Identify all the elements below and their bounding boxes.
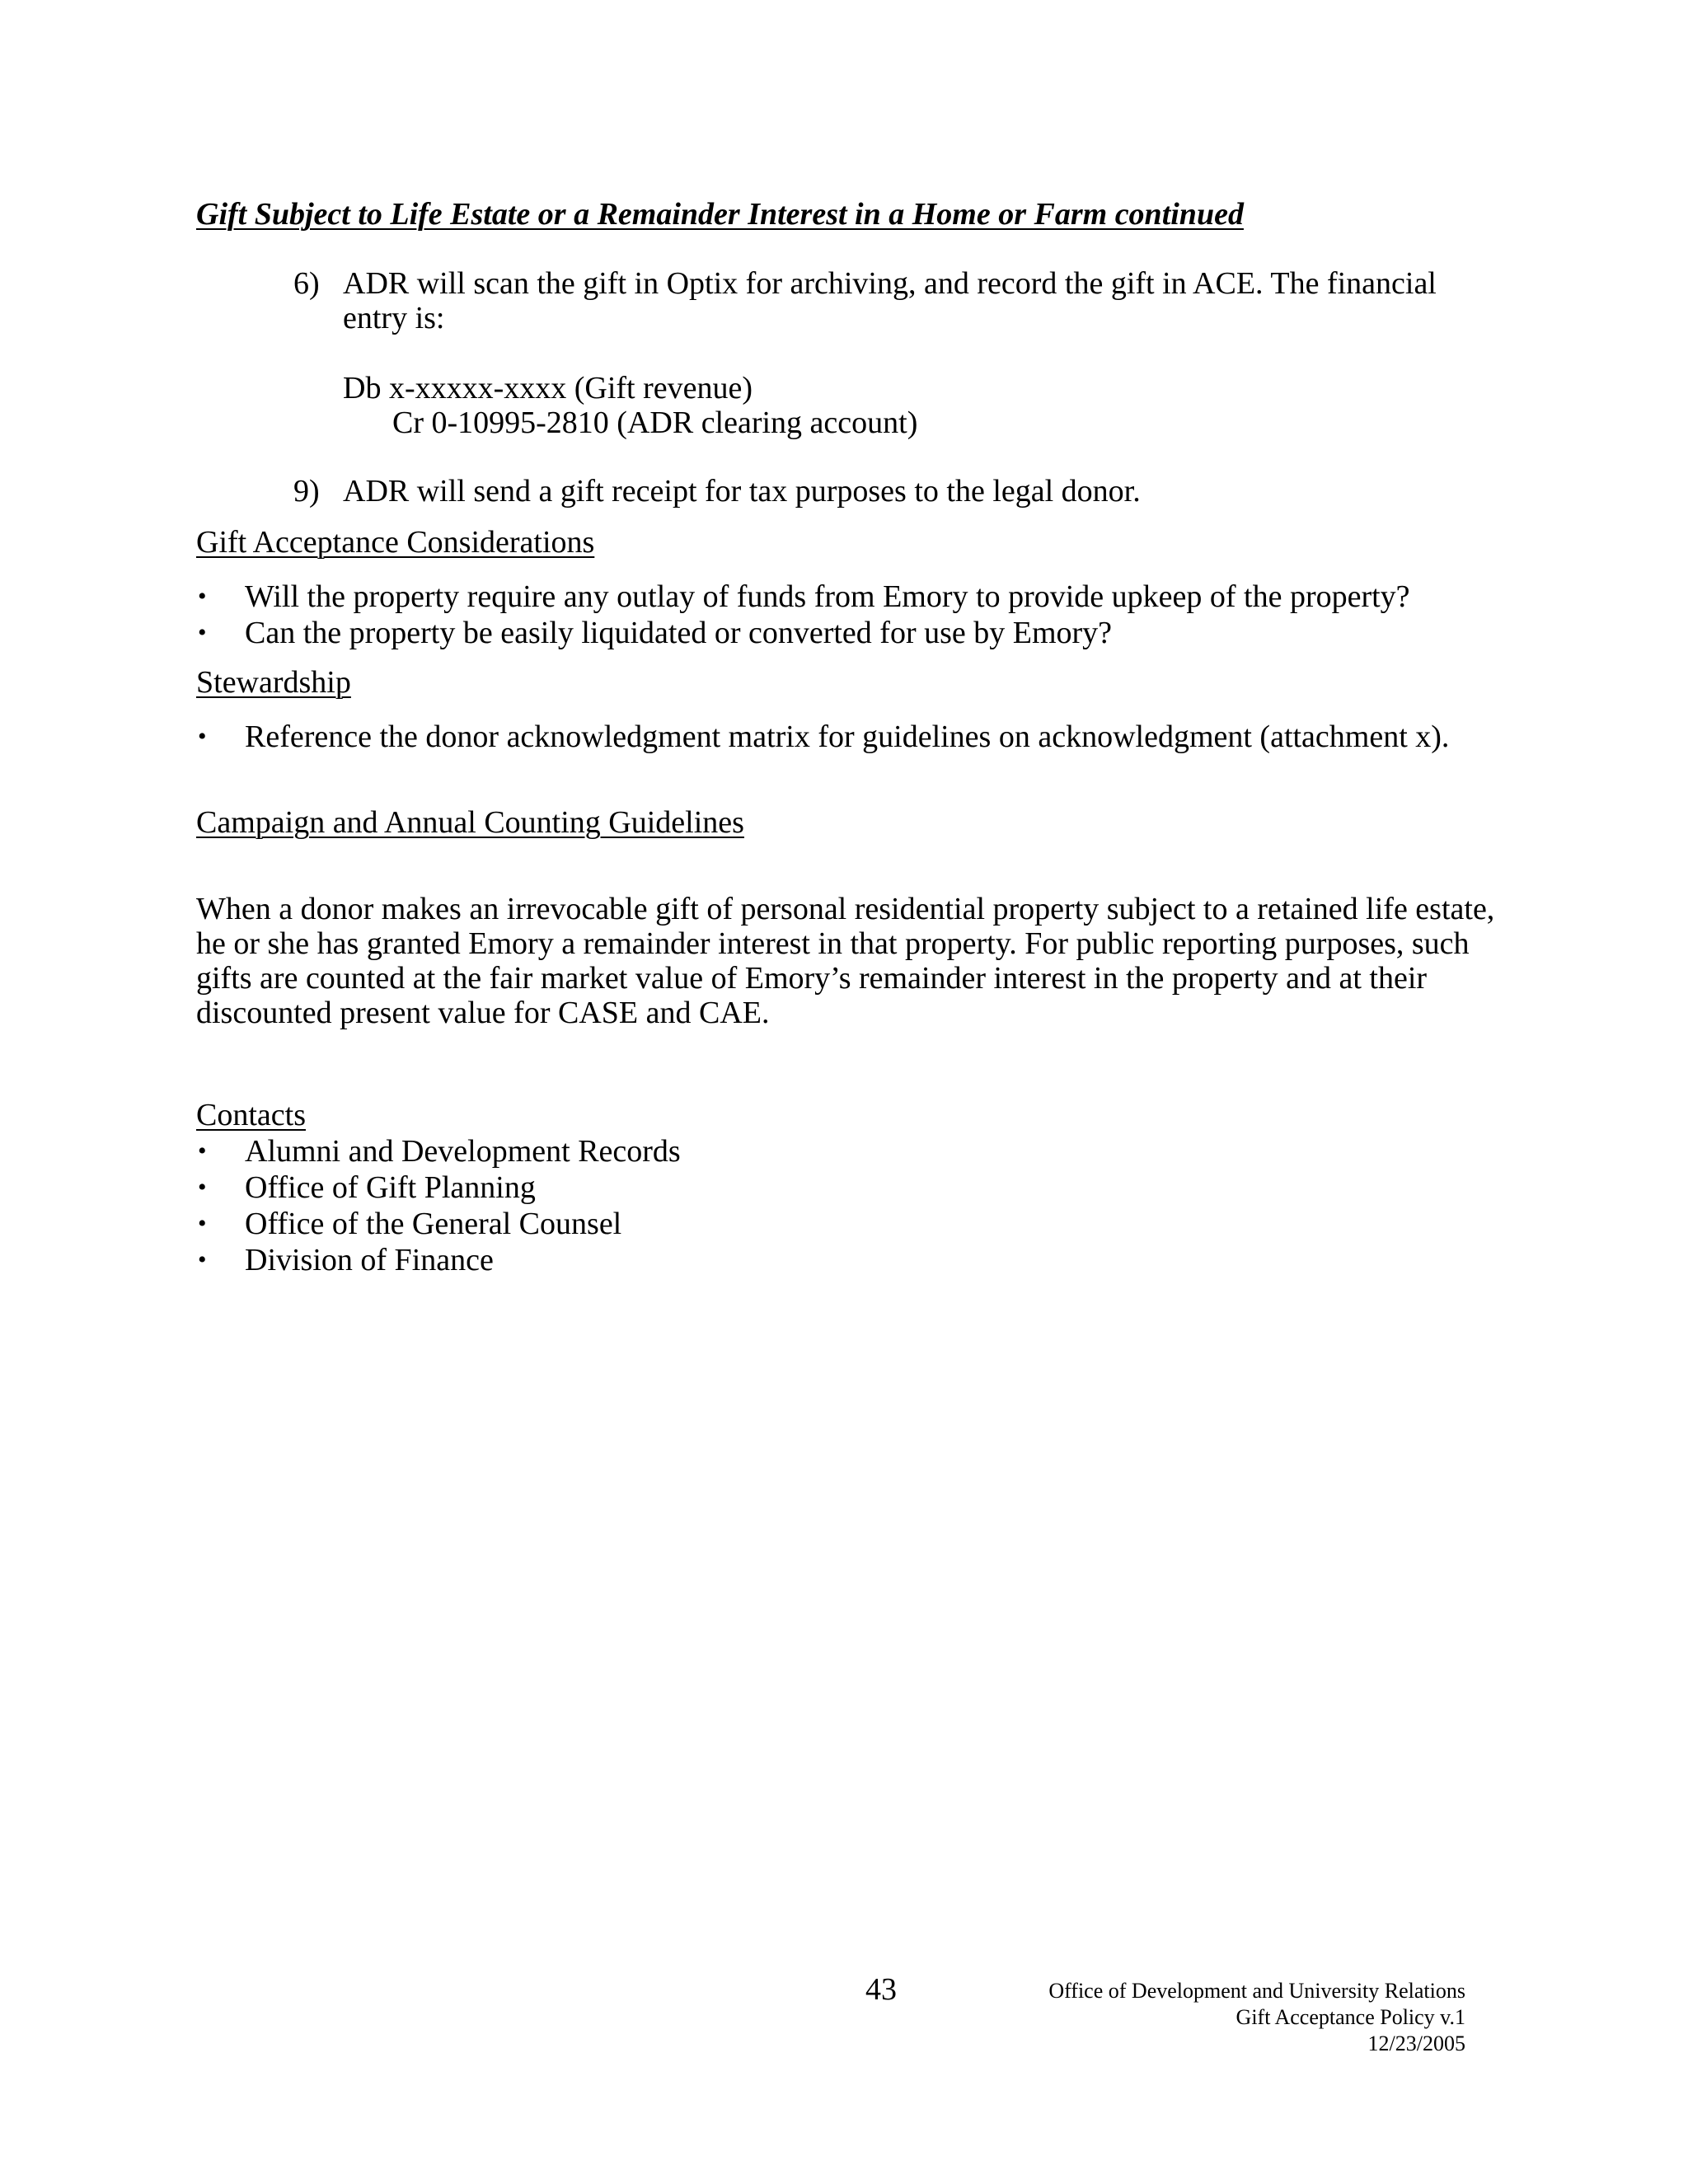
list-item: Office of the General Counsel — [245, 1207, 622, 1241]
gift-acceptance-heading: Gift Acceptance Considerations — [196, 525, 595, 560]
list-item: Can the property be easily liquidated or converted for use by Emory? — [245, 616, 1113, 650]
page-number: 43 — [865, 1972, 897, 2007]
bullet-icon: • — [198, 1174, 207, 1201]
footer-office: Office of Development and University Relations — [1048, 1979, 1465, 2003]
contacts-heading: Contacts — [196, 1098, 306, 1132]
list-item: Will the property require any outlay of funds from Emory to provide upkeep of the property? — [245, 579, 1410, 614]
paragraph-line: discounted present value for CASE and CAE. — [196, 996, 770, 1030]
step-number: 9) — [293, 474, 320, 509]
paragraph-line: he or she has granted Emory a remainder interest in that property. For public reporting purposes, such — [196, 926, 1470, 961]
list-item: Division of Finance — [245, 1243, 494, 1277]
campaign-heading: Campaign and Annual Counting Guidelines — [196, 805, 744, 840]
bullet-icon: • — [198, 1137, 207, 1165]
bullet-icon: • — [198, 1210, 207, 1237]
footer-policy: Gift Acceptance Policy v.1 — [1236, 2005, 1465, 2029]
bullet-icon: • — [198, 619, 207, 646]
bullet-icon: • — [198, 1246, 207, 1273]
bullet-icon: • — [198, 723, 207, 750]
stewardship-heading: Stewardship — [196, 665, 351, 700]
debit-entry: Db x-xxxxx-xxxx (Gift revenue) — [343, 371, 753, 405]
list-item: Reference the donor acknowledgment matrix for guidelines on acknowledgment (attachment x). — [245, 719, 1450, 754]
step-number: 6) — [293, 266, 320, 301]
paragraph-line: When a donor makes an irrevocable gift of personal residential property subject to a retained life estate, — [196, 892, 1495, 926]
step-text-line: ADR will send a gift receipt for tax purposes to the legal donor. — [343, 474, 1141, 509]
paragraph-line: gifts are counted at the fair market value of Emory’s remainder interest in the property and at their — [196, 961, 1428, 996]
list-item: Office of Gift Planning — [245, 1170, 536, 1205]
bullet-icon: • — [198, 583, 207, 610]
section-title: Gift Subject to Life Estate or a Remainder Interest in a Home or Farm continued — [196, 197, 1244, 232]
credit-entry: Cr 0-10995-2810 (ADR clearing account) — [392, 405, 918, 440]
list-item: Alumni and Development Records — [245, 1134, 681, 1169]
step-text-line: entry is: — [343, 301, 445, 335]
step-text-line: ADR will scan the gift in Optix for archiving, and record the gift in ACE. The financial — [343, 266, 1437, 301]
footer-date: 12/23/2005 — [1367, 2032, 1465, 2055]
